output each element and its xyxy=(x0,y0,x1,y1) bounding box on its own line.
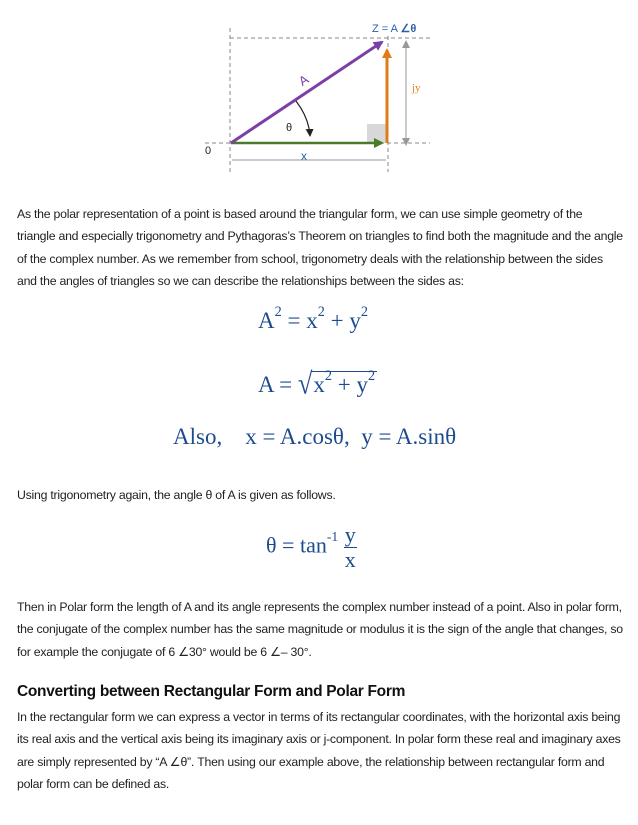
paragraph-angle-intro: Using trigonometry again, the angle θ of A is given as follows. xyxy=(17,488,336,502)
angle-symbol: ∠θ xyxy=(400,23,417,35)
section-heading: Converting between Rectangular Form and Polar Form xyxy=(17,683,406,700)
square-root: $√x^2 + y^2$ xyxy=(297,365,376,401)
fraction-y-over-x: $\frac{y}{x}$ xyxy=(344,522,356,572)
paragraph-rectangular-polar: In the rectangular form we can express a vector in terms of its rectangular coordinates, with the horizontal axis being its real axis and the vertical axis being its imaginary axis or j-component. In polar form these real and imaginary axes are simply represented by “A ∠θ”. Then using our example above, the relationship between rectangular form and polar form can be defined as. xyxy=(17,710,621,791)
paragraph-polar-conjugate: Then in Polar form the length of A and its angle represents the complex number instead of a point. Also in polar form, the conjugate of the complex number has the same magnitude or modulus it is the sign of the angle that changes, so for example the conjugate of 6 ∠30° would be 6 ∠– 30°. xyxy=(17,600,623,659)
polar-triangle-diagram xyxy=(0,0,638,190)
vector-z-label: Z = A ∠θ xyxy=(372,23,417,35)
angle-arc xyxy=(296,101,310,136)
magnitude-a-label: A xyxy=(295,71,312,89)
origin-label: 0 xyxy=(205,145,212,157)
right-angle-marker xyxy=(367,124,386,143)
angle-theta-label: θ xyxy=(286,122,293,134)
magnitude-vector-a xyxy=(231,42,382,143)
equation-magnitude: $A = √x^2 + y^2$ xyxy=(258,365,376,401)
horizontal-x-label: x xyxy=(301,149,307,163)
equation-components: Also, x = A.cosθ, y = A.sinθ xyxy=(173,424,457,449)
equation-angle: $\theta = \tan^{-1}$ $\frac{y}{x}$ xyxy=(266,522,356,572)
equation-pythagoras: $A^2 = x^2 + y^2$ xyxy=(258,303,368,333)
vertical-jy-label: jy xyxy=(412,82,421,94)
paragraph-polar-intro: As the polar representation of a point is based around the triangular form, we can use simple geometry of the triangle and especially trigonometry and Pythagoras’s Theorem on triangles to find both the magnitude and the angle of the complex number. As we remember from school, trigonometry deals with the relationship between the sides and the angles of triangles so we can describe the relationships between the sides as: xyxy=(17,207,623,288)
